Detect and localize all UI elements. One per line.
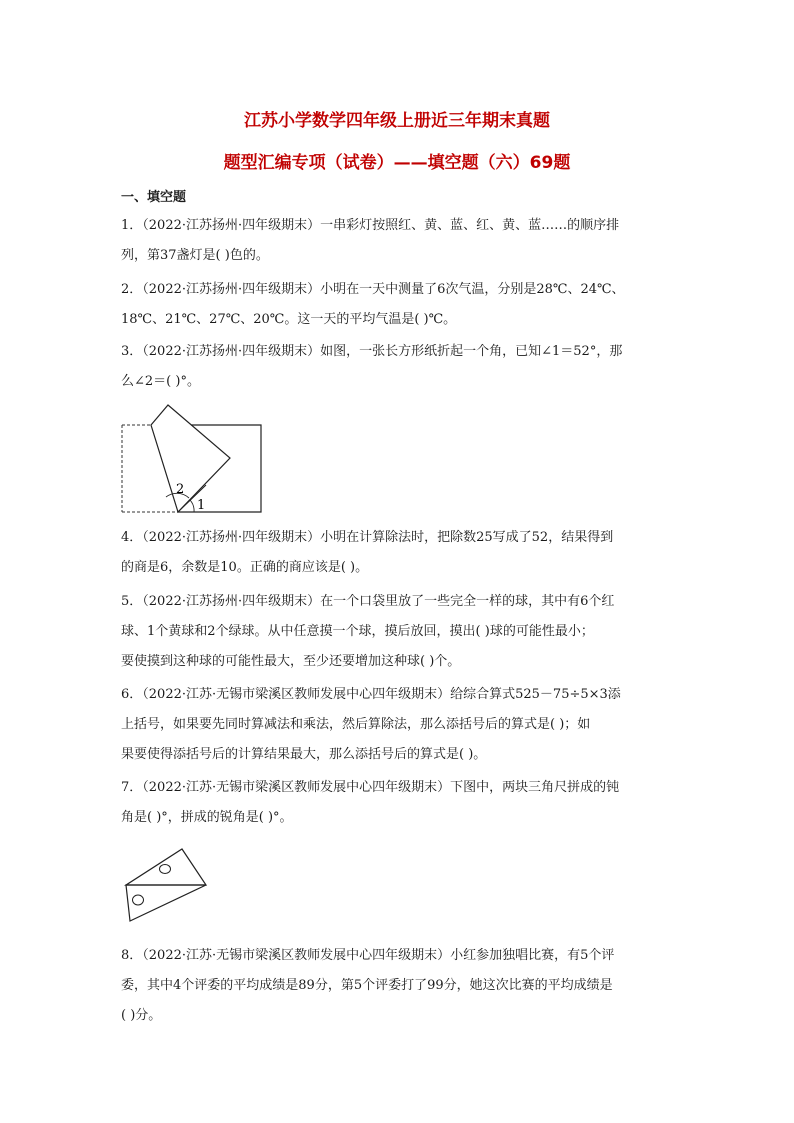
section-heading: 一、填空题 xyxy=(121,190,187,205)
question-line: 球、1个黄球和2个绿球。从中任意摸一个球，摸后放回，摸出( )球的可能性最小； xyxy=(121,624,594,639)
page-subtitle: 题型汇编专项（试卷）——填空题（六）69题 xyxy=(223,153,571,173)
angle-1-label: 1 xyxy=(197,498,206,513)
page-title: 江苏小学数学四年级上册近三年期末真题 xyxy=(244,111,550,131)
question-line: 5．（2022·江苏扬州·四年级期末）在一个口袋里放了一些完全一样的球，其中有6个红 xyxy=(121,594,615,609)
question-line: 1．（2022·江苏扬州·四年级期末）一串彩灯按照红、黄、蓝、红、黄、蓝……的顺序排 xyxy=(121,218,620,233)
lower-set-square xyxy=(126,885,206,921)
upper-set-square xyxy=(126,849,206,885)
question-line: 8．（2022·江苏·无锡市梁溪区教师发展中心四年级期末）小红参加独唱比赛，有5个评 xyxy=(121,948,615,963)
question-1 xyxy=(121,211,677,271)
question-line: 6．（2022·江苏·无锡市梁溪区教师发展中心四年级期末）给综合算式525－75÷5×3添 xyxy=(121,687,621,702)
question-2 xyxy=(121,275,677,335)
folded-rectangle-figure xyxy=(118,400,268,520)
question-line: 上括号，如果要先同时算减法和乘法，然后算除法，那么添括号后的算式是( )；如 xyxy=(121,717,591,732)
set-square-hole xyxy=(160,865,171,874)
set-square-hole xyxy=(133,895,144,905)
question-7 xyxy=(121,773,677,833)
triangle-rulers-figure xyxy=(122,845,212,925)
question-line: 列，第37盏灯是( )色的。 xyxy=(121,248,269,263)
question-line: 委，其中4个评委的平均成绩是89分，第5个评委打了99分，她这次比赛的平均成绩是 xyxy=(121,978,613,993)
question-line: 角是( )°，拼成的锐角是( )°。 xyxy=(121,810,293,825)
question-line: 7．（2022·江苏·无锡市梁溪区教师发展中心四年级期末）下图中，两块三角尺拼成的钝 xyxy=(121,780,620,795)
question-line: 2．（2022·江苏扬州·四年级期末）小明在一天中测量了6次气温，分别是28℃、24℃、 xyxy=(121,282,625,297)
question-line: 3．（2022·江苏扬州·四年级期末）如图，一张长方形纸折起一个角，已知∠1＝52°，那 xyxy=(121,344,623,359)
question-line: 么∠2＝( )°。 xyxy=(121,374,200,389)
question-line: ( )分。 xyxy=(121,1008,162,1023)
question-line: 4．（2022·江苏扬州·四年级期末）小明在计算除法时，把除数25写成了52，结果得到 xyxy=(121,530,614,545)
question-5 xyxy=(121,587,677,677)
question-8 xyxy=(121,941,677,1031)
question-line: 的商是6，余数是10。正确的商应该是( )。 xyxy=(121,560,369,575)
question-line: 18℃、21℃、27℃、20℃。这一天的平均气温是( )℃。 xyxy=(121,312,457,327)
question-4 xyxy=(121,523,677,583)
folded-flap xyxy=(151,405,230,512)
angle-2-label: 2 xyxy=(176,482,185,497)
angle-1-arc xyxy=(190,500,194,512)
question-6 xyxy=(121,680,677,770)
question-line: 要使摸到这种球的可能性最大，至少还要增加这种球( )个。 xyxy=(121,654,461,669)
question-line: 果要使得添括号后的计算结果最大，那么添括号后的算式是( )。 xyxy=(121,747,487,762)
question-3 xyxy=(121,337,677,397)
